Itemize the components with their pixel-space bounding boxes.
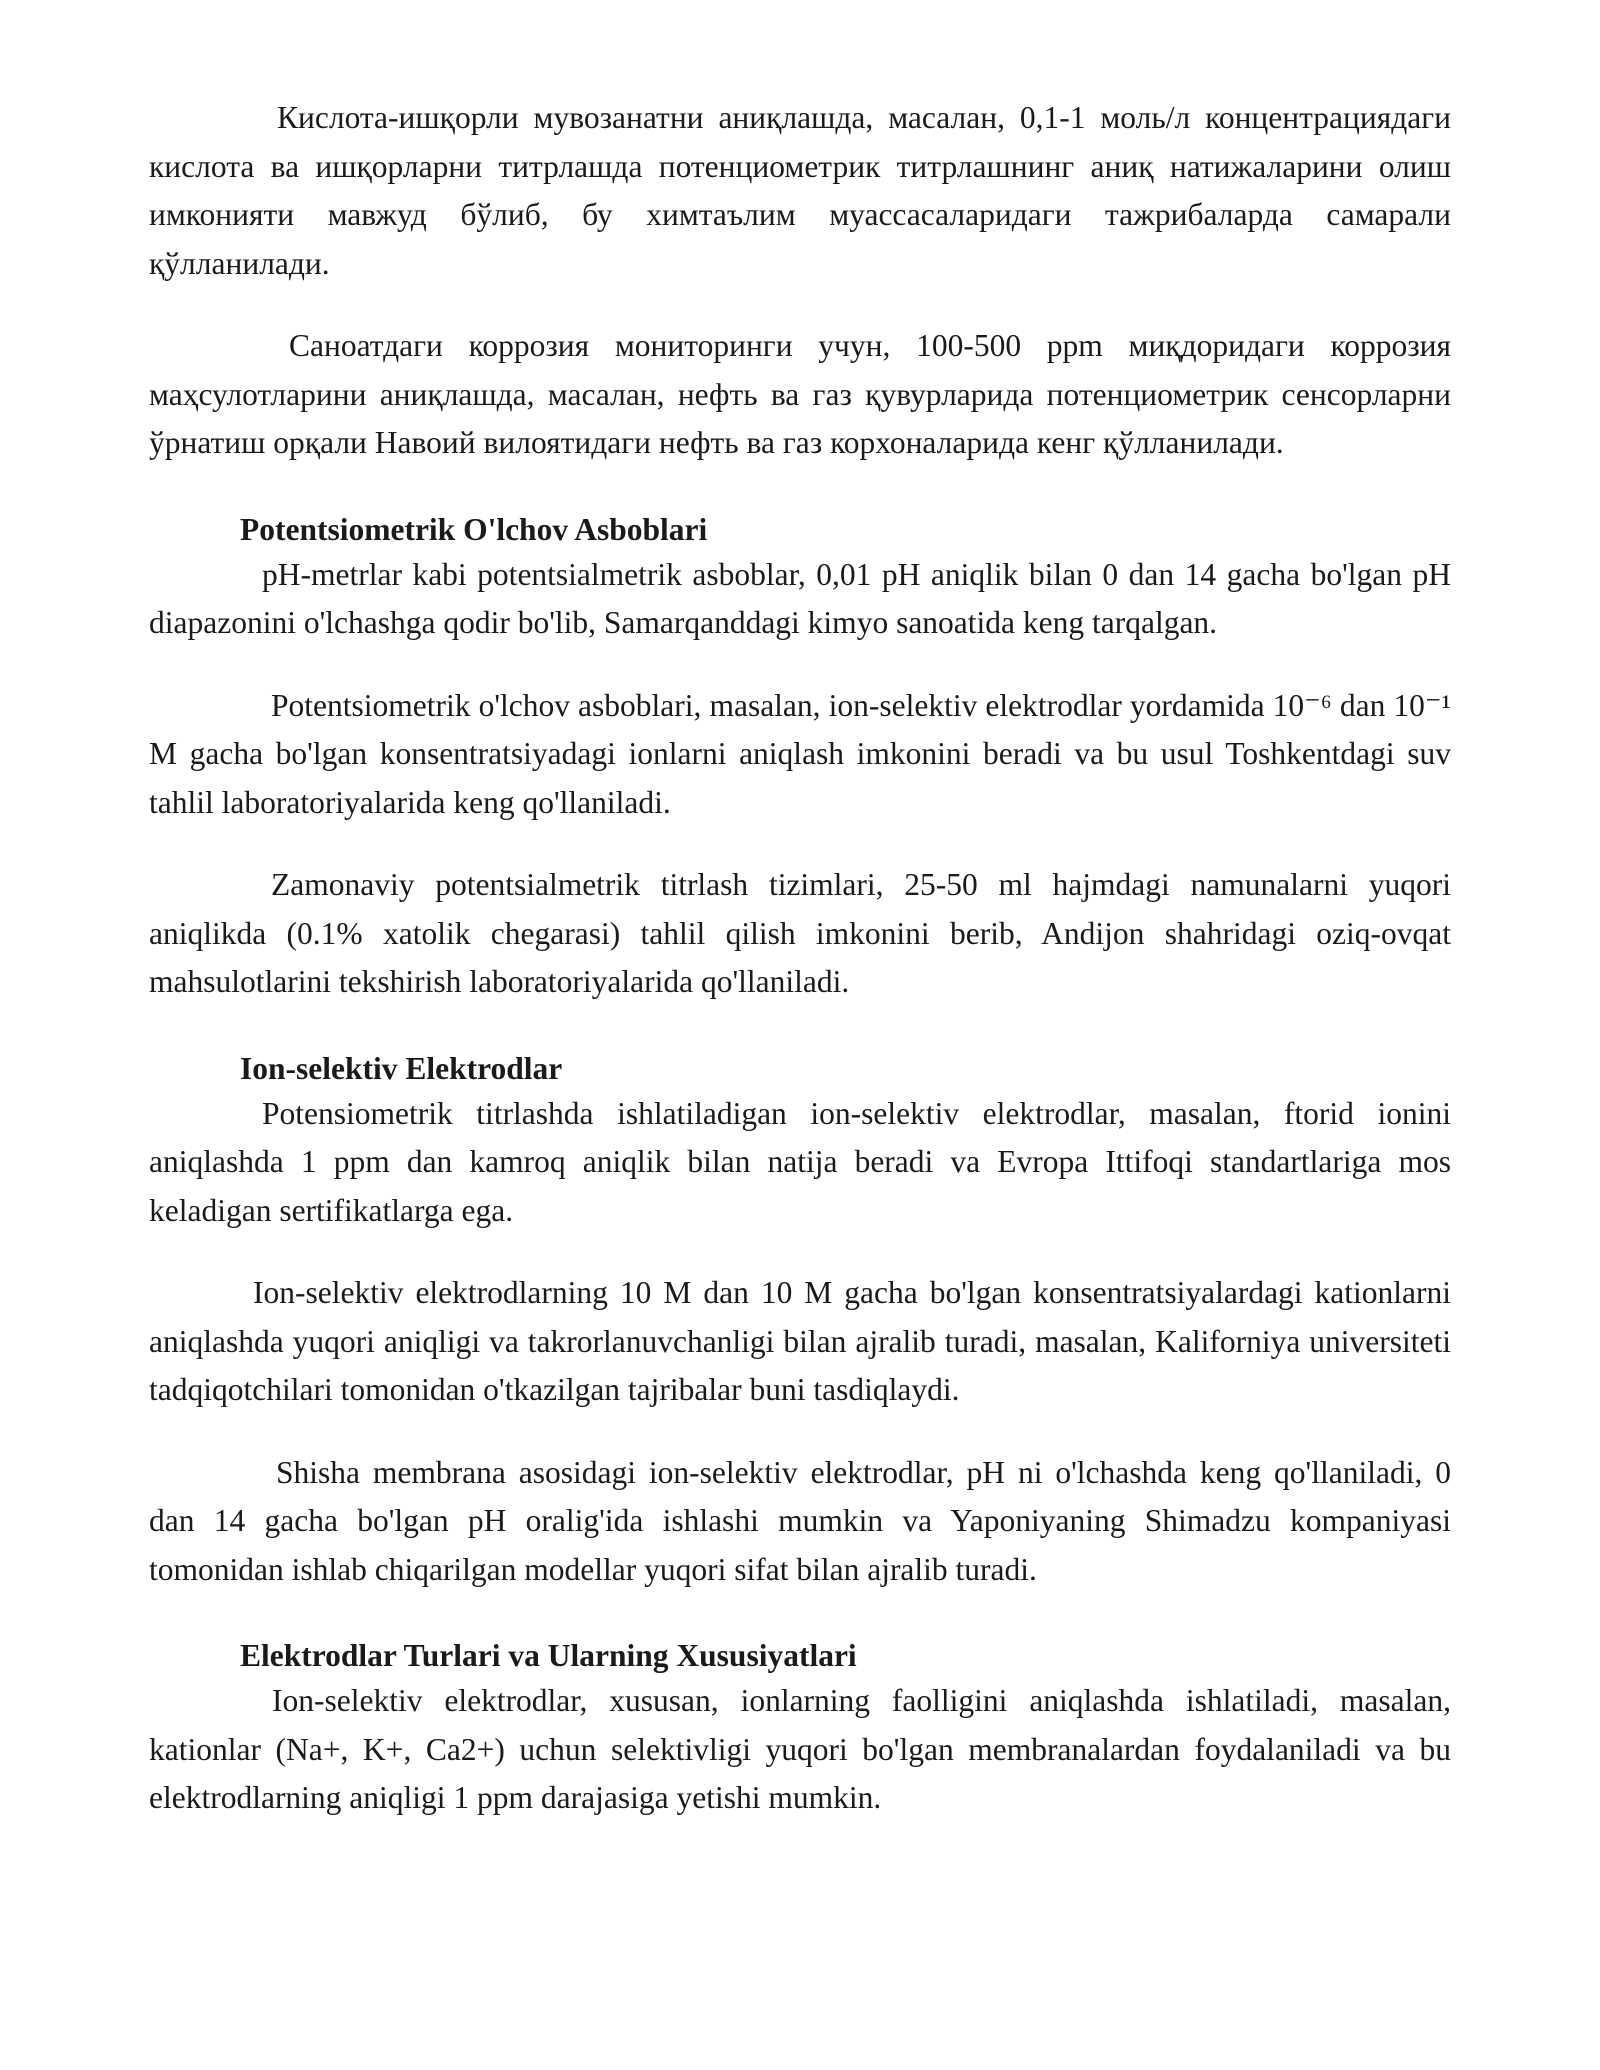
paragraph-ion-activity: Ion-selektiv elektrodlar, xususan, ionlarning faolligini aniqlashda ishlatiladi, masalan, kationlar (Na+, K+, Ca2+) uchun selektivligi yuqori bo'lgan membranalardan foydalaniladi va bu elektrodlarning aniqligi 1 ppm darajasiga yetishi mumkin.	[149, 1683, 1451, 1815]
paragraph-acid-base-titration: Кислота-ишқорли мувозанатни аниқлашда, масалан, 0,1-1 моль/л концентрациядаги кислота ва ишқорларни титрлашда потенциометрик титрлашнинг аниқ натижаларини олиш имконияти мавжуд бўлиб, бу химтаълим муассасаларидаги тажрибаларда самарали қўлланилади.	[149, 100, 1451, 281]
paragraph-fluoride-detection: Potensiometrik titrlashda ishlatiladigan ion-selektiv elektrodlar, masalan, ftorid ionini aniqlashda 1 ppm dan kamroq aniqlik bilan natija beradi va Evropa Ittifoqi standartlariga mos keladigan sertifikatlarga ega.	[149, 1095, 1451, 1228]
heading-ion-selective-electrodes: Ion-selektiv Elektrodlar	[240, 1050, 563, 1086]
paragraph-corrosion-monitoring: Саноатдаги коррозия мониторинги учун, 100-500 ppm миқдоридаги коррозия маҳсулотларини аниқлашда, масалан, нефть ва газ қувурларида потенциометрик сенсорларни ўрнатиш орқали Навоий вилоятидаги нефть ва газ корхоналарида кенг қўлланилади.	[149, 328, 1451, 460]
heading-potentiometric-instruments: Potentsiometrik O'lchov Asboblari	[240, 511, 708, 547]
paragraph-ion-selective-usage: Potentsiometrik o'lchov asboblari, masalan, ion-selektiv elektrodlar yordamida 10⁻⁶ dan 10⁻¹ M gacha bo'lgan konsentratsiyadagi ionlarni aniqlash imkonini beradi va bu usul Toshkentdagi suv tahlil laboratoriyalarida keng qo'llaniladi.	[149, 687, 1451, 820]
heading-electrode-types: Elektrodlar Turlari va Ularning Xususiyatlari	[240, 1638, 857, 1673]
paragraph-glass-membrane: Shisha membrana asosidagi ion-selektiv elektrodlar, pH ni o'lchashda keng qo'llaniladi, 0 dan 14 gacha bo'lgan pH oralig'ida ishlashi mumkin va Yaponiyaning Shimadzu kompaniyasi tomonidan ishlab chiqarilgan modellar yuqori sifat bilan ajralib turadi.	[149, 1454, 1451, 1587]
paragraph-cation-detection: Ion-selektiv elektrodlarning 10 M dan 10 M gacha bo'lgan konsentratsiyalardagi kationlarni aniqlashda yuqori aniqligi va takrorlanuvchanligi bilan ajralib turadi, masalan, Kaliforniya universiteti tadqiqotchilari tomonidan o'tkazilgan tajribalar buni tasdiqlaydi.	[149, 1275, 1451, 1407]
paragraph-modern-titration-systems: Zamonaviy potentsialmetrik titrlash tizimlari, 25-50 ml hajmdagi namunalarni yuqori aniqlikda (0.1% xatolik chegarasi) tahlil qilish imkonini berib, Andijon shahridagi oziq-ovqat mahsulotlarini tekshirish laboratoriyalarida qo'llaniladi.	[149, 867, 1451, 999]
document-page	[149, 94, 1451, 1823]
paragraph-ph-meters: pH-metrlar kabi potentsialmetrik asboblar, 0,01 pH aniqlik bilan 0 dan 14 gacha bo'lgan pH diapazonini o'lchashga qodir bo'lib, Samarqanddagi kimyo sanoatida keng tarqalgan.	[149, 556, 1451, 640]
